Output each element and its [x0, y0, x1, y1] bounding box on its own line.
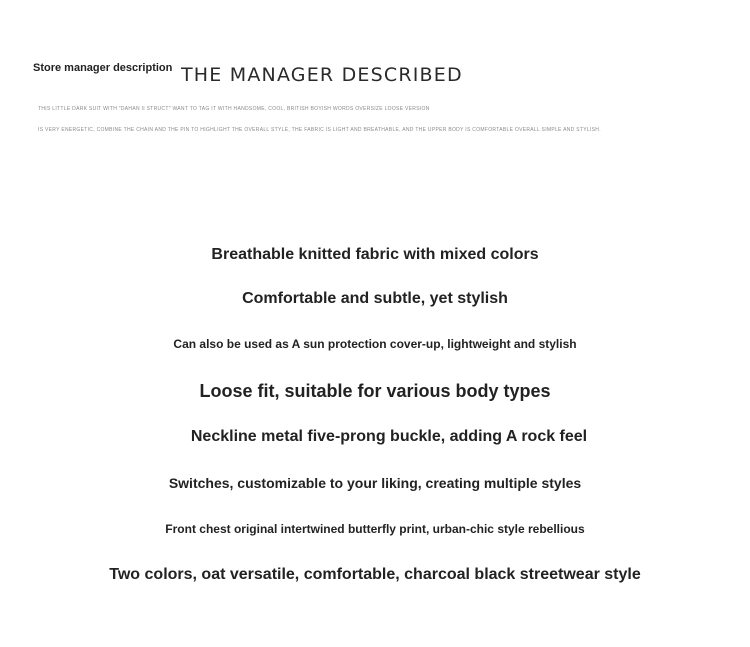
feature-item: Two colors, oat versatile, comfortable, charcoal black streetwear style: [109, 566, 641, 583]
feature-item: Breathable knitted fabric with mixed colors: [211, 246, 539, 263]
feature-item: Neckline metal five-prong buckle, adding A rock feel: [190, 428, 588, 445]
description-line-1: THIS LITTLE DARK SUIT WITH "DAHAN II STRUCT" WANT TO TAG IT WITH HANDSOME, COOL, BRITISH BOYISH WORDS OVERSIZE LOOSE VERSION: [38, 106, 430, 112]
feature-item: Front chest original intertwined butterfly print, urban-chic style rebellious: [165, 522, 585, 536]
feature-item: Switches, customizable to your liking, creating multiple styles: [168, 475, 582, 491]
section-label: Store manager description: [33, 62, 173, 74]
feature-item: Can also be used as A sun protection cover-up, lightweight and stylish: [173, 337, 577, 351]
description-line-2: IS VERY ENERGETIC, COMBINE THE CHAIN AND THE PIN TO HIGHLIGHT THE OVERALL STYLE, THE FABRIC IS LIGHT AND BREATHABLE, AND THE UPPER BODY IS COMFORTABLE OVERALL SIMPLE AND STYLISH.: [38, 127, 601, 133]
section-title: THE MANAGER DESCRIBED: [181, 64, 463, 86]
feature-item: Loose fit, suitable for various body types: [199, 381, 551, 401]
feature-item: Comfortable and subtle, yet stylish: [242, 290, 508, 307]
